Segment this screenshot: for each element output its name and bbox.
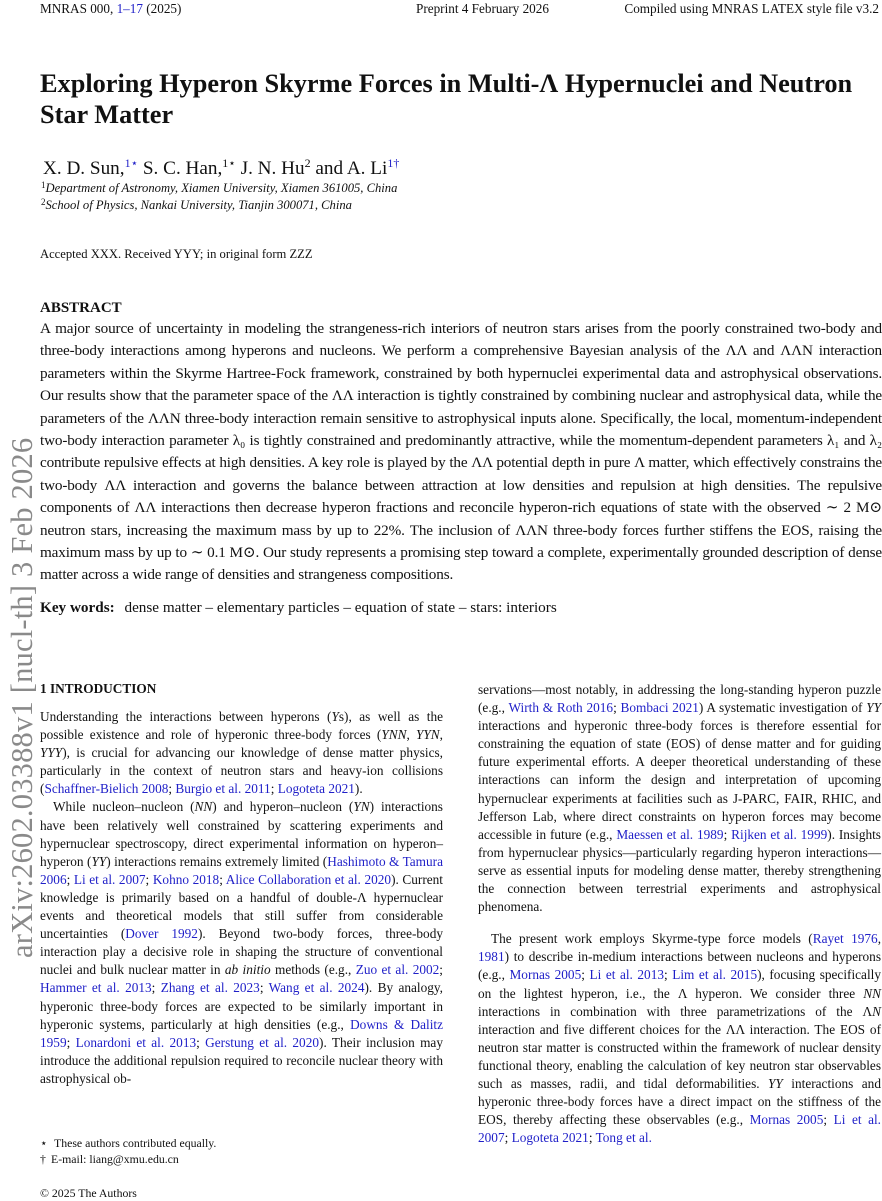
keywords (40, 599, 557, 617)
citation-link[interactable]: Tong et al. (595, 1130, 652, 1146)
preprint-date: Preprint 4 February 2026 (416, 1, 549, 16)
abstract-text: A major source of uncertainty in modeling the strangeness-rich interiors of neutron stars arises from the poorly constrained two-body and three-body interactions among hyperons and nucleons. We perform a comprehensive Bayesian analysis of the ΛΛ and ΛΛN interaction parameters within the Skyrme Hartree-Fock framework, constrained by both hypernuclei experimental data and astrophysical observations. Our results show that the parameter space of the ΛΛ interaction is tightly constrained by combining nuclear and astrophysical data, while the parameters of the ΛΛN three-body interaction remain sensitive to astrophysical inputs alone. Specifically, the local, momentum-independent two-body interaction parameter λ₀ is tightly constrained and predominantly attractive, while the momentum-dependent parameters λ₁ and λ₂ contribute repulsive effects at high densities. A key role is played by the ΛΛ potential depth in pure Λ matter, which effectively constrains the two-body ΛΛ interaction and governs the balance between attraction at low densities and repulsion at high densities. The repulsive components of ΛΛ interactions then decrease hyperon fractions and reconcile hyperon-rich equations of state with the observed ∼ 2 M⊙ neutron stars, increasing the maximum mass by up to 22%. The inclusion of ΛΛN three-body forces further stiffens the EOS, raising the maximum mass by up to ∼ 0.1 M⊙. Our study represents a promising step toward a complete, experimentally grounded description of dense matter across a wide range of densities and strangeness compositions. (40, 320, 882, 584)
paragraph: servations—most notably, in addressing the long-standing hyperon puzzle (e.g., Wirth & Roth 2016; Bombaci 2021) A systematic investigation of YY interactions and hyperonic three-body forces is therefore essential for constraining the equation of state (EOS) of dense matter and for guiding future experimental efforts. A deeper theoretical understanding of these interactions can inform the design and interpretation of upcoming hypernuclear experiments at facilities such as J-PARC, FAIR, RHIC, and Jefferson Lab, where direct constraints on hyperon forces may become accessible in future (e.g., Maessen et al. 1989; Rijken et al. 1999). Insights from hypernuclear physics—particularly regarding hyperon interactions—serve as essential inputs for modeling dense matter, thereby strengthening the connection between terrestrial experiments and astrophysical phenomena. (478, 682, 881, 915)
citation-link[interactable]: Alice Collaboration et al. 2020 (225, 871, 392, 887)
keywords-text: dense matter – elementary particles – equation of state – stars: interiors (124, 599, 557, 616)
running-header (0, 0, 882, 18)
citation-link[interactable]: Lim et al. 2015 (672, 967, 758, 983)
arxiv-id: arXiv:2602.03388v1 [nucl-th] 3 Feb 2026 (5, 437, 39, 958)
author-mark: 1⋆ (222, 156, 236, 170)
paper-title: Exploring Hyperon Skyrme Forces in Multi-Λ Hypernuclei and Neutron Star Matter (40, 69, 853, 129)
paragraph: While nucleon–nucleon (NN) and hyperon–nucleon (YN) interactions have been relatively well constrained by scattering experiments and hypernuclear spectroscopy, direct experimental information on hyperon–hyperon (YY) interactions remains extremely limited (Hashimoto & Tamura 2006; Li et al. 2007; Kohno 2018; Alice Collaboration et al. 2020). Current knowledge is primarily based on a handful of double-Λ hypernuclear events and theoretical models that still suffer from considerable uncertainties (Dover 1992). Beyond two-body forces, three-body interaction play a decisive role in shaping the structure of conventional nuclei and bulk nuclear matter in ab initio methods (e.g., Zuo et al. 2002; Hammer et al. 2013; Zhang et al. 2023; Wang et al. 2024). By analogy, hyperonic three-body forces are expected to be similarly important in hyperonic systems, particularly at high densities (e.g., Downs & Dalitz 1959; Lonardoni et al. 2013; Gerstung et al. 2020). Their inclusion may introduce the additional repulsion required to reconcile nuclear theory with astrophysical ob- (40, 799, 444, 1086)
citation-link[interactable]: Li et al. 2013 (589, 967, 664, 983)
citation-link[interactable]: Li et al. 2007 (478, 1112, 882, 1146)
citation-link[interactable]: Rayet 1976 (812, 931, 878, 947)
citation-link[interactable]: Wang et al. 2024 (268, 980, 365, 996)
citation-link[interactable]: Mornas 2005 (509, 967, 582, 983)
keywords-label: Key words: (40, 599, 115, 616)
citation-link[interactable]: Rijken et al. 1999 (731, 826, 828, 842)
citation-link[interactable]: Schaffner-Bielich 2008 (44, 781, 169, 797)
citation-link[interactable]: Logoteta 2021 (277, 781, 355, 797)
citation-link[interactable]: Downs & Dalitz 1959 (40, 1016, 443, 1050)
author-mark: 2 (304, 156, 311, 170)
affiliation: $^2$School of Physics, Nankai University, Tianjin 300071, China (41, 197, 352, 212)
citation-link[interactable]: Lonardoni et al. 2013 (75, 1034, 197, 1050)
citation-link[interactable]: Maessen et al. 1989 (616, 826, 724, 842)
compiled-note: Compiled using MNRAS LATEX style file v3.2 (624, 1, 879, 16)
dagger-icon: † (40, 1152, 46, 1166)
paragraph: Understanding the interactions between hyperons (Ys), as well as the possible existence and role of hyperonic three-body forces (YNN, YYN, YYY), is crucial for advancing our knowledge of dense matter physics, particularly in the context of neutron stars and heavy-ion collisions (Schaffner-Bielich 2008; Burgio et al. 2011; Logoteta 2021). (40, 709, 443, 797)
author: X. D. Sun,$^{1⋆}$ (43, 156, 139, 179)
left-column (40, 708, 443, 1088)
submission-dates: Accepted XXX. Received YYY; in original form ZZZ (40, 247, 313, 261)
author: and A. $Li^{1\dagger}$ (315, 156, 400, 179)
arxiv-stamp (4, 300, 38, 960)
citation-link[interactable]: Logoteta 2021 (511, 1130, 589, 1146)
author-mark[interactable]: 1⋆ (124, 156, 139, 170)
author: S. C. Han,$^{1⋆}$ (142, 156, 236, 179)
right-column (478, 681, 881, 1147)
citation-link[interactable]: Hashimoto & Tamura 2006 (40, 853, 443, 887)
citation-link[interactable]: 1981 (478, 949, 505, 965)
footnotes (40, 1135, 216, 1167)
journal-ref: MNRAS 000, 1–17 (2025) (40, 1, 182, 16)
affiliation: $^1$Department of Astronomy, Xiamen University, Xiamen 361005, China (41, 180, 398, 195)
abstract-heading: ABSTRACT (40, 300, 122, 316)
footnote: ⋆ These authors contributed equally. (40, 1136, 217, 1150)
author: J. N. Hu$^2$ (240, 156, 311, 179)
citation-link[interactable]: Mornas 2005 (749, 1112, 824, 1128)
copyright-notice: © 2025 The Authors (40, 1186, 137, 1200)
citation-link[interactable]: Wirth & Roth 2016 (508, 700, 614, 716)
citation-link[interactable]: Bombaci 2021 (620, 700, 699, 716)
citation-link[interactable]: Zuo et al. 2002 (355, 962, 440, 978)
star-icon: ⋆ (40, 1136, 48, 1150)
citation-link[interactable]: Kohno 2018 (152, 871, 220, 887)
citation-link[interactable]: Hammer et al. 2013 (40, 980, 152, 996)
footnote: † E-mail: liang@xmu.edu.cn (40, 1152, 179, 1166)
section-heading-introduction: 1 INTRODUCTION (40, 681, 157, 696)
pages-link[interactable]: 1–17 (116, 1, 143, 16)
paragraph: The present work employs Skyrme-type force models (Rayet 1976, 1981) to describe in-medium interactions between nucleons and hyperons (e.g., Mornas 2005; Li et al. 2013; Lim et al. 2015), focusing specifically on the lightest hyperon, i.e., the Λ hyperon. We consider three NN interactions in combination with three parametrizations of the ΛN interaction and five different choices for the ΛΛ interaction. The EOS of neutron star matter is constructed within the framework of nuclear density functional theory, enabling the calculation of key neutron star observables such as masses, radii, and tidal deformabilities. YY interactions and hyperonic three-body forces have a direct impact on the stiffness of the EOS, thereby affecting these observables (e.g., Mornas 2005; Li et al. 2007; Logoteta 2021; Tong et al. (478, 931, 882, 1146)
author-mark[interactable]: 1† (387, 156, 400, 170)
citation-link[interactable]: Dover 1992 (125, 926, 198, 942)
citation-link[interactable]: Li et al. 2007 (73, 871, 146, 887)
citation-link[interactable]: Burgio et al. 2011 (175, 781, 271, 797)
citation-link[interactable]: Zhang et al. 2023 (160, 980, 260, 996)
citation-link[interactable]: Gerstung et al. 2020 (205, 1034, 320, 1050)
